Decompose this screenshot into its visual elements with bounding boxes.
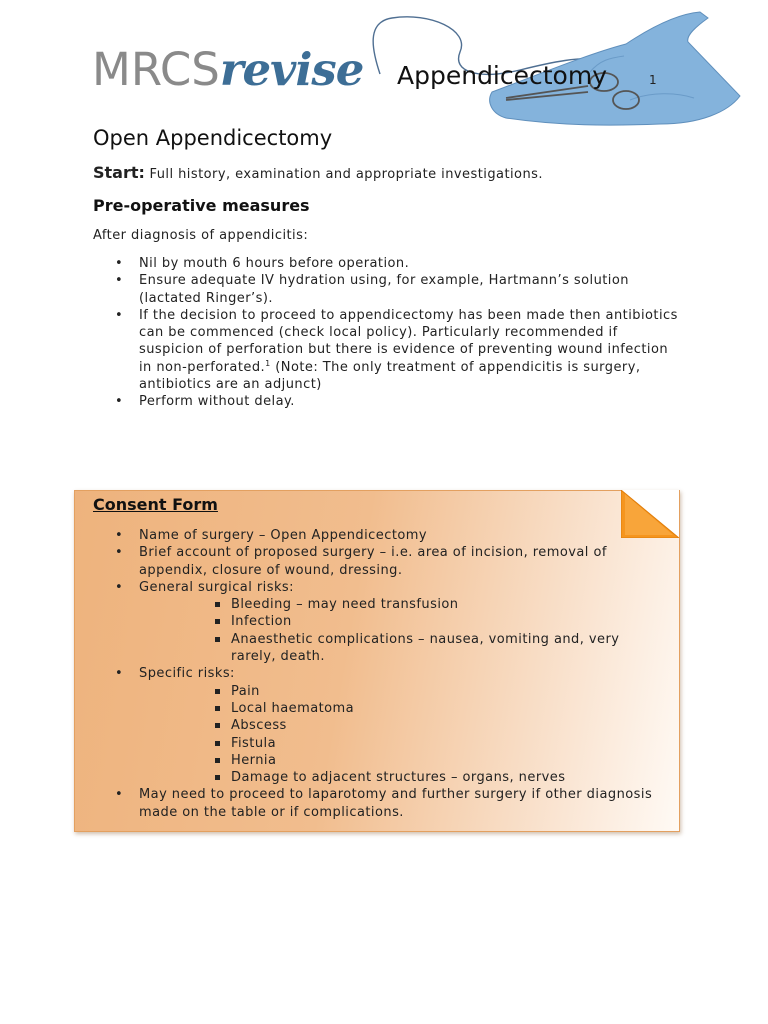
general-risks-list	[139, 596, 663, 665]
sub-list-item: Anaesthetic complications – nausea, vomiting and, very rarely, death.	[139, 631, 663, 666]
brand-revise: revise	[219, 43, 364, 96]
list-item: • Brief account of proposed surgery – i.e. area of incision, removal of appendix, closure of wound, dressing.	[93, 544, 663, 579]
list-item	[93, 579, 663, 665]
preop-list	[93, 255, 683, 411]
sub-list-item: Damage to adjacent structures – organs, nerves	[139, 769, 663, 786]
footnote-ref: 1	[265, 358, 271, 368]
list-item	[93, 307, 683, 393]
brand-logo	[92, 44, 363, 96]
sub-list-item: Local haematoma	[139, 700, 663, 717]
sub-list-item: Pain	[139, 683, 663, 700]
specific-risks-list	[139, 683, 663, 787]
preop-intro: After diagnosis of appendicitis:	[93, 228, 309, 243]
consent-list	[93, 527, 663, 821]
start-text: Full history, examination and appropriate investigations.	[144, 167, 543, 182]
start-label: Start:	[93, 163, 145, 182]
document-title: Appendicectomy	[397, 61, 607, 90]
list-item-text: If the decision to proceed to appendicectomy has been made then antibiotics can be commenced (check local policy). Particularly recommended if suspicion of perforation but there is evidence of preventing wound infection in non-perforated.	[139, 307, 678, 375]
list-item-note: (Note: The only treatment of appendicitis is surgery, antibiotics are an adjunct)	[139, 359, 641, 393]
brand-mrcs: MRCS	[92, 43, 220, 96]
sub-list-item: Fistula	[139, 735, 663, 752]
section-title: Open Appendicectomy	[93, 126, 333, 150]
list-item-text: General surgical risks:	[139, 579, 294, 595]
list-item: • Name of surgery – Open Appendicectomy	[93, 527, 663, 544]
list-item: • Perform without delay.	[93, 393, 683, 410]
sub-list-item: Infection	[139, 613, 663, 630]
sub-list-item: Hernia	[139, 752, 663, 769]
list-item-text: Specific risks:	[139, 666, 235, 682]
list-item	[93, 665, 663, 786]
sub-list-item: Bleeding – may need transfusion	[139, 596, 663, 613]
preop-heading: Pre-operative measures	[93, 196, 310, 215]
sub-list-item: Abscess	[139, 717, 663, 734]
list-item: • Nil by mouth 6 hours before operation.	[93, 255, 683, 272]
start-line	[93, 162, 543, 186]
consent-title: Consent Form	[93, 495, 218, 514]
list-item: • Ensure adequate IV hydration using, for example, Hartmann’s solution (lactated Ringer’s).	[93, 272, 683, 307]
page-number: 1	[649, 73, 657, 87]
list-item: • May need to proceed to laparotomy and further surgery if other diagnosis made on the table or if complications.	[93, 786, 663, 821]
